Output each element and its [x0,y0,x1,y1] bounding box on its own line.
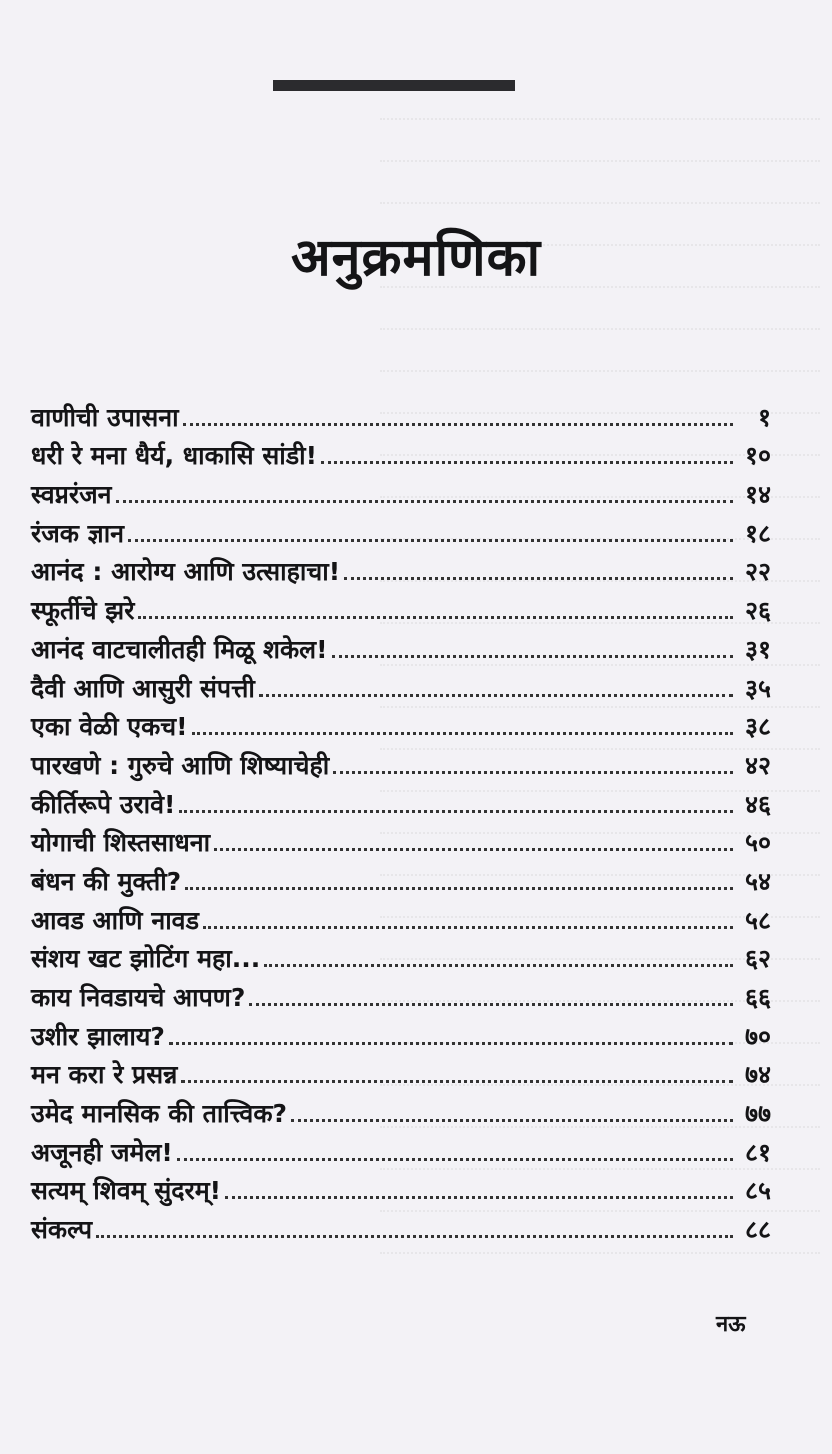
dot-leader [192,731,733,735]
toc-entry-title: पारखणे : गुरुचे आणि शिष्याचेही [31,750,330,780]
toc-entry-page: ४२ [744,750,771,780]
toc-entry-page: ५४ [744,866,771,896]
toc-entry-page: २२ [744,557,771,587]
toc-entry [31,743,771,782]
toc-entry-title: उशीर झालाय? [31,1021,165,1051]
toc-entry-page: ३८ [744,712,771,742]
toc-entry-title: आनंद : आरोग्य आणि उत्साहाचा! [31,557,341,587]
toc-entry-title: अजूनही जमेल! [31,1137,173,1167]
page-title: अनुक्रमणिका [290,228,542,288]
dot-leader [344,576,733,580]
toc-entry [31,395,771,434]
toc-entry [31,511,771,550]
toc-entry-page: २६ [744,596,771,626]
dot-leader [128,538,733,542]
top-rule [273,80,515,91]
toc-entry [31,434,771,473]
toc-entry [31,1207,771,1246]
toc-entry [31,937,771,976]
toc-entry [31,975,771,1014]
toc-entry-page: ४६ [744,789,771,819]
dot-leader [249,1002,733,1006]
toc-entry [31,782,771,821]
dot-leader [179,809,733,813]
toc-entry [31,666,771,705]
toc-entry-title: काय निवडायचे आपण? [31,983,246,1012]
toc-entry-page: ३१ [744,634,771,664]
dot-leader [225,1195,733,1199]
toc-entry [31,1053,771,1092]
toc-entry [31,705,771,744]
toc-entry [31,550,771,589]
toc-entry-page: १८ [744,518,771,548]
toc-entry-page: ६२ [744,944,771,974]
toc-entry-page: १४ [744,480,771,510]
toc-entry [31,821,771,860]
toc-entry-title: एका वेळी एकच! [31,712,188,742]
toc-entry-title: वाणीची उपासना [31,402,179,432]
toc-entry [31,472,771,511]
dot-leader [181,1079,733,1083]
toc-entry-title: योगाची शिस्तसाधना [31,828,211,858]
toc-entry-title: स्वप्नरंजन [31,480,112,510]
toc-entry-page: ७७ [744,1099,771,1129]
toc-entry [31,588,771,627]
toc-entry-page: १० [744,441,771,471]
toc-entry-title: रंजक ज्ञान [31,518,125,548]
dot-leader [321,460,733,464]
dot-leader [169,1041,733,1045]
toc-entry [31,1130,771,1169]
toc-entry [31,859,771,898]
dot-leader [96,1234,733,1238]
toc-entry [31,898,771,937]
toc-entry-page: ३५ [744,673,771,703]
toc-entry-title: उमेद मानसिक की तात्त्विक? [31,1099,288,1129]
toc-entry-title: धरी रे मना धैर्य, धाकासि सांडी! [31,441,318,471]
toc-entry-title: स्फूर्तीचे झरे [31,596,135,626]
toc-entry-title: बंधन की मुक्ती? [31,866,182,896]
dot-leader [259,693,733,697]
dot-leader [291,1118,733,1122]
dot-leader [333,770,733,774]
toc-entry-page: ७० [744,1021,771,1051]
toc-entry-page: ८८ [744,1215,771,1245]
toc-entry-title: कीर्तिरूपे उरावे! [31,789,176,819]
toc-entry-title: आवड आणि नावड [31,905,199,935]
toc-entry-page: ८५ [744,1176,771,1206]
toc-entry [31,1169,771,1208]
dot-leader [116,499,733,503]
toc-entry-page: ५८ [744,905,771,935]
toc-entry [31,627,771,666]
toc-entry-title: सत्यम् शिवम् सुंदरम्! [31,1176,222,1206]
dot-leader [185,886,733,890]
toc-entry [31,1014,771,1053]
toc-entry-title: मन करा रे प्रसन्न [31,1060,178,1090]
dot-leader [177,1157,733,1161]
dot-leader [203,925,733,929]
dot-leader [183,422,733,426]
toc-entry-page: ५० [744,828,771,858]
toc-entry-title: संशय खट झोटिंग महा... [31,944,261,974]
dot-leader [264,963,733,967]
toc-entry-page: ६६ [744,983,771,1012]
toc-entry-page: १ [757,402,771,432]
toc-entry-title: दैवी आणि आसुरी संपत्ती [31,673,255,703]
dot-leader [138,615,733,619]
toc-entry-page: ८१ [744,1137,771,1167]
toc-entry-title: आनंद वाटचालीतही मिळू शकेल! [31,634,328,664]
toc-entry-page: ७४ [744,1060,771,1090]
dot-leader [332,654,733,658]
page-number: नऊ [716,1312,746,1337]
toc-entry [31,1091,771,1130]
toc-entry-title: संकल्प [31,1215,93,1245]
dot-leader [214,847,733,851]
table-of-contents [31,395,771,1246]
